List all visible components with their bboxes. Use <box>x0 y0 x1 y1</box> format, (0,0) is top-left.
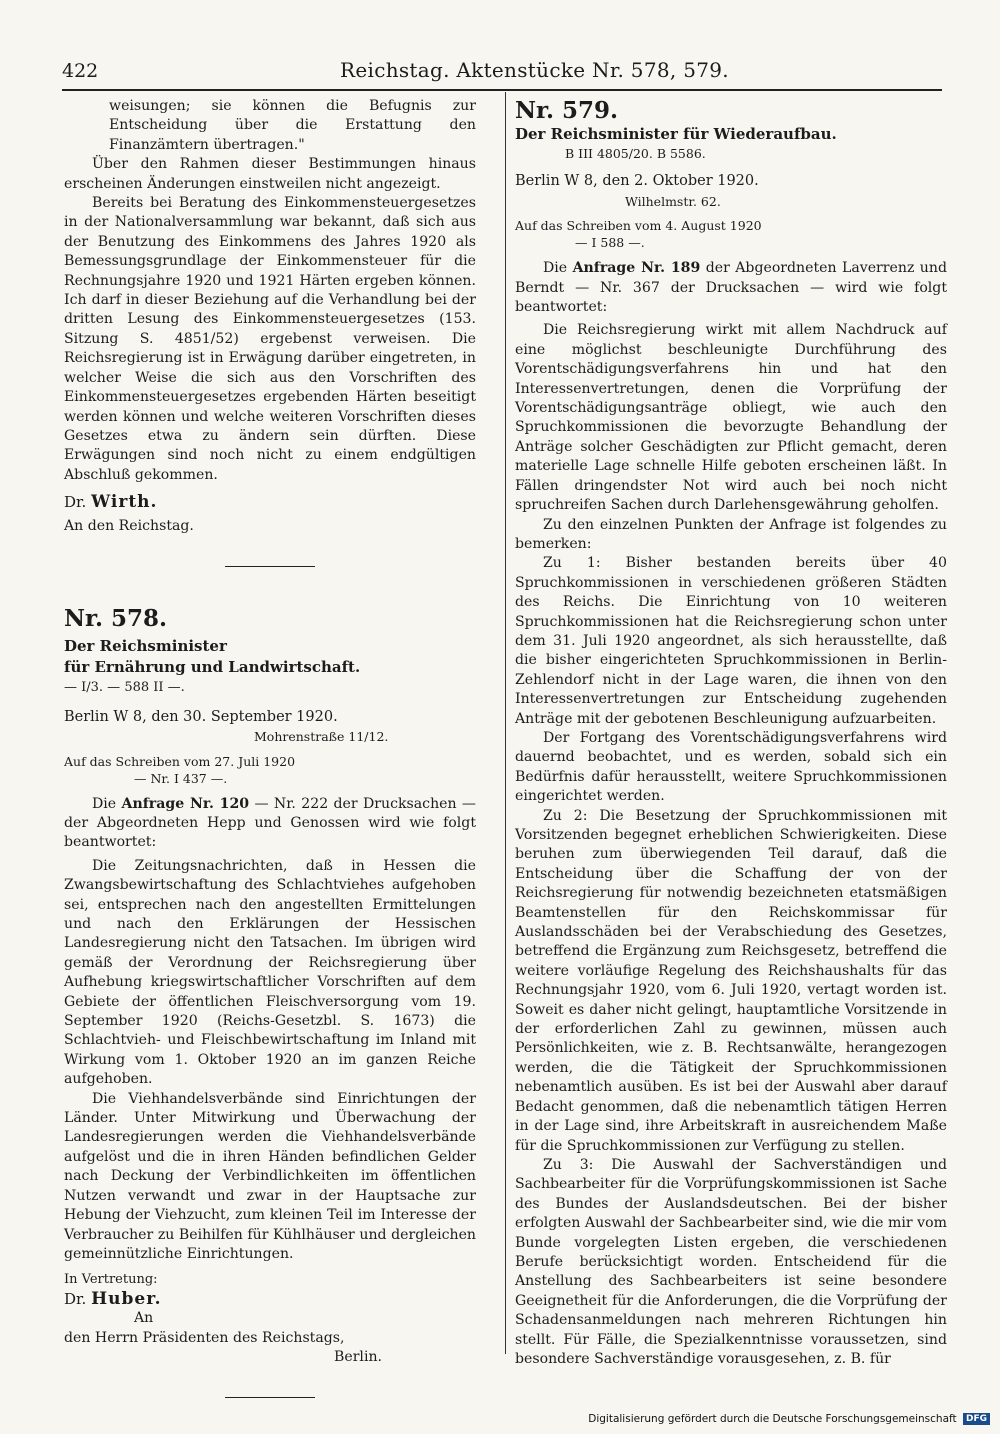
dfg-logo: DFG <box>963 1413 990 1425</box>
sender-line: Der Reichsminister <box>64 637 227 656</box>
page-number: 422 <box>62 60 99 82</box>
paragraph: Die Reichsregierung wirkt mit allem Nachdruck auf eine möglichst beschleunigte Durchführung des Vorentschädigungsverfahrens hin und hat den Interessenvertretungen, denen die Vorprüfung der Vorentschädigungsanträge obliegt, wie auch den Spruchkommissionen die bevorzugte Behandlung der Anträge solcher Geschädigten zur Pflicht gemacht, deren materielle Lage schnelle Hilfe geboten erscheinen läßt. In Fällen dringendster Not wird auch bei noch nicht spruchreifen Sachen durch Darlehensgewährung geholfen. <box>515 322 947 514</box>
running-title: Reichstag. Aktenstücke Nr. 578, 579. <box>340 58 729 82</box>
addressee: An den Reichstag. <box>64 517 194 534</box>
signature-name: Wirth. <box>91 492 158 513</box>
street-address: Wilhelmstr. 62. <box>625 193 721 209</box>
paragraph: Über den Rahmen dieser Bestimmungen hinaus erscheinen Änderungen einstweilen nicht angezeigt. <box>64 156 476 192</box>
sender-line: für Ernährung und Landwirtschaft. <box>64 658 361 677</box>
section-divider <box>225 566 315 567</box>
addressee-city: Berlin. <box>334 1348 383 1365</box>
right-column <box>515 97 947 1369</box>
street-address: Mohrenstraße 11/12. <box>254 729 389 745</box>
signature <box>64 493 476 512</box>
document-number-578: Nr. 578. <box>64 604 168 632</box>
header-rule <box>62 89 942 91</box>
letter-reference: — I 588 —. <box>575 235 645 251</box>
signature <box>64 1290 476 1309</box>
sender-line: Der Reichsminister für Wiederaufbau. <box>515 125 837 144</box>
inquiry-number: Anfrage Nr. 120 <box>121 795 250 812</box>
document-number-579: Nr. 579. <box>515 97 619 124</box>
file-reference: B III 4805/20. B 5586. <box>565 146 706 162</box>
paragraph: Die Zeitungsnachrichten, daß in Hessen die Zwangsbewirtschaftung des Schlachtviehes aufgehoben sei, entsprechen nach den angestellten Ermittelungen und nach den Erklärungen der Hessischen Landesregierung nicht den Tatsachen. Im übrigen wird gemäß der Verordnung der Reichsregierung über Aufhebung kriegswirtschaftlicher Vorschriften auf dem Gebiete der öffentlichen Fleischversorgung vom 19. September 1920 (Reichs-Gesetzbl. S. 1673) die Schlachtvieh- und Fleischbewirtschaftung im Inland mit Wirkung vom 1. Oktober 1920 an im ganzen Reiche aufgehoben. <box>64 857 476 1088</box>
quote-continuation: weisungen; sie können die Befugnis zur Entscheidung über die Erstattung den Finanzämtern übertragen." <box>109 98 476 153</box>
addressee: den Herrn Präsidenten des Reichstags, <box>64 1329 345 1346</box>
inquiry-intro: Die Anfrage Nr. 189 der Abgeordneten Laverrenz und Berndt — Nr. 367 der Drucksachen — wird wie folgt beantwortet: <box>515 260 947 316</box>
signature-name: Huber. <box>91 1288 162 1309</box>
paragraph: Der Fortgang des Vorentschädigungsverfahrens wird dauernd beobachtet, und es werden, sobald sich ein Bedürfnis dafür herausstellt, weitere Spruchkommissionen eingerichtet werden. <box>515 729 947 805</box>
deputy-note: In Vertretung: <box>64 1272 158 1288</box>
paragraph: Zu 2: Die Besetzung der Spruchkommissionen mit Vorsitzenden begegnet erheblichen Schwierigkeiten. Diese beruhen zum überwiegenden Teil darauf, daß die Entscheidung über die Schaffung der von der Reichsregierung für notwendig bezeichneten etatsmäßigen Beamtenstellen für den Reichskommissar für Auslandsschäden bei der Verabschiedung des Gesetzes, betreffend die Ergänzung zum Reichsgesetz, betreffend die weitere vorläufige Regelung des Reichshaushalts für das Rechnungsjahr 1920, vom 6. Juli 1920, vertagt worden ist. Soweit es daher nicht gelingt, hauptamtliche Vorsitzende in der erforderlichen Zahl zu gewinnen, müssen auch Persönlichkeiten, wie z. B. Rechtsanwälte, herangezogen werden, die die Tätigkeit der Spruchkommissionen nebenamtlich ausüben. Es ist bei der Auswahl aber darauf Bedacht genommen, daß die nebenamtlich tätigen Herren in der Lage sind, ihre Arbeitskraft in ausreichendem Maße für die Spruchkommissionen zur Verfügung zu stellen. <box>515 807 947 1154</box>
letter-reference: Auf das Schreiben vom 27. Juli 1920 <box>64 753 296 769</box>
place-date: Berlin W 8, den 2. Oktober 1920. <box>515 173 759 190</box>
signature-prefix: Dr. <box>64 1289 87 1308</box>
running-header <box>62 58 942 86</box>
signature-prefix: Dr. <box>64 493 87 512</box>
place-date: Berlin W 8, den 30. September 1920. <box>64 708 338 725</box>
credit-text: Digitalisierung gefördert durch die Deutsche Forschungsgemeinschaft <box>588 1413 957 1425</box>
inquiry-intro: Die Anfrage Nr. 120 — Nr. 222 der Drucksachen — der Abgeordneten Hepp und Genossen wird wie folgt beantwortet: <box>64 795 477 851</box>
paragraph: Zu 3: Die Auswahl der Sachverständigen und Sachbearbeiter für die Vorprüfungskommissionen ist Sache des Bundes der Auslandsdeutschen. Bei der bisher erfolgten Auswahl der Sachbearbeiter sind, wie die mir vom Bunde vorgelegten Listen ergeben, die verschiedenen Berufe berücksichtigt worden. Entscheidend für die Anstellung des Sachbearbeiters ist seine besondere Geeignetheit für die Anforderungen, die die Vorprüfung der Schadensanmeldungen nach mehreren Richtungen hin stellt. Für Fälle, die Spezialkenntnisse voraussetzen, sind besondere Sachverständige vorausgesehen, z. B. für <box>515 1156 947 1367</box>
letter-reference: Auf das Schreiben vom 4. August 1920 <box>515 218 762 234</box>
column-rule <box>505 92 506 1354</box>
section-divider <box>225 1397 315 1398</box>
paragraph: Die Viehhandelsverbände sind Einrichtungen der Länder. Unter Mitwirkung und Überwachung der Landesregierungen werden die Viehhandelsverbände aufgelöst und die in ihren Händen befindlichen Gelder nach Deckung der Verbindlichkeiten im öffentlichen Nutzen verwandt und zwar in der Hauptsache zur Hebung der Viehzucht, zum kleinen Teil im Interesse der Verbraucher zu Beihilfen für Kühlhäuser und dergleichen gemeinnützliche Einrichtungen. <box>64 1090 476 1262</box>
addressee: An <box>134 1310 154 1327</box>
letter-reference: — Nr. I 437 —. <box>134 770 228 786</box>
file-reference: — I/3. — 588 II —. <box>64 680 185 696</box>
paragraph: Zu 1: Bisher bestanden bereits über 40 Spruchkommissionen in verschiedenen größeren Städten des Reichs. Die Einrichtung von 10 weiteren Spruchkommissionen hat die Reichsregierung schon unter dem 31. Juli 1920 angeordnet, als sich herausstellte, daß die bisher eingerichteten Spruchkommissionen in Berlin-Zehlendorf nicht in der Lage waren, die ihnen von den Interessenvertretungen zur Entscheidung zugehenden Anträge mit der gebotenen Beschleunigung aufzuarbeiten. <box>515 555 947 727</box>
inquiry-number: Anfrage Nr. 189 <box>572 260 701 277</box>
digitization-credit <box>588 1413 990 1425</box>
paragraph: Bereits bei Beratung des Einkommensteuergesetzes in der Nationalversammlung war bekannt, daß sich aus der Benutzung des Einkommens des Jahres 1920 als Bemessungsgrundlage der Einkommensteuer für die Rechnungsjahre 1920 und 1921 Härten ergeben können. Ich darf in dieser Beziehung auf die Verhandlung bei der dritten Lesung des Einkommensteuergesetzes (153. Sitzung S. 4851/52) ergebenst verweisen. Die Reichsregierung ist in Erwägung darüber eingetreten, in welcher Weise die sich aus den Vorschriften des Einkommensteuergesetzes ergebenden Härten beseitigt werden können und welche weiteren Vorschriften dieses Gesetzes etwa zu ändern sein dürften. Diese Erwägungen sind noch nicht zu einem endgültigen Abschluß gekommen. <box>64 195 476 483</box>
paragraph: Zu den einzelnen Punkten der Anfrage ist folgendes zu bemerken: <box>515 516 947 552</box>
left-column <box>64 97 476 1398</box>
